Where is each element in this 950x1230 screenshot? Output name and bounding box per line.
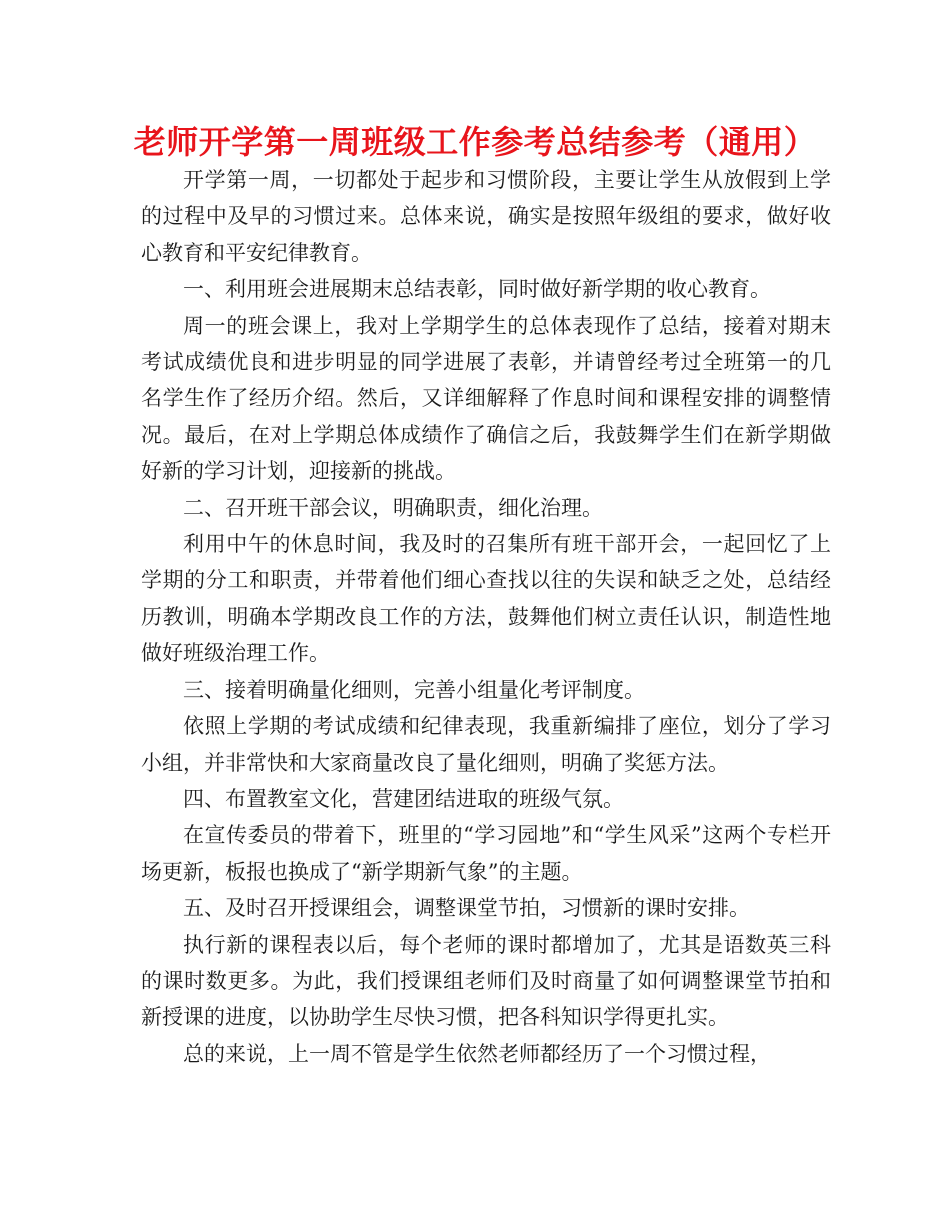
paragraph-section-2: 利用中午的休息时间，我及时的召集所有班干部开会，一起回忆了上学期的分工和职责，并带着他们细心查找以往的失误和缺乏之处，总结经历教训，明确本学期改良工作的方法，鼓舞他们树立责任认识，制造性地做好班级治理工作。: [141, 532, 831, 666]
paragraph-section-3: 依照上学期的考试成绩和纪律表现，我重新编排了座位，划分了学习小组，并非常快和大家商量改良了量化细则，明确了奖惩方法。: [141, 714, 831, 775]
document-title: 老师开学第一周班级工作参考总结参考（通用）: [133, 123, 817, 161]
paragraph-section-1: 周一的班会课上，我对上学期学生的总体表现作了总结，接着对期末考试成绩优良和进步明显的同学进展了表彰，并请曾经考过全班第一的几名学生作了经历介绍。然后，又详细解释了作息时间和课程安排的调整情况。最后，在对上学期总体成绩作了确信之后，我鼓舞学生们在新学期做好新的学习计划，迎接新的挑战。: [141, 313, 831, 484]
document-body: [141, 162, 831, 1072]
paragraph-section-5: 执行新的课程表以后，每个老师的课时都增加了，尤其是语数英三科的课时数更多。为此，我们授课组老师们及时商量了如何调整课堂节拍和新授课的进度，以协助学生尽快习惯，把各科知识学得更扎实。: [141, 932, 831, 1030]
section-heading-5: 五、及时召开授课组会，调整课堂节拍，习惯新的课时安排。: [183, 896, 750, 921]
section-heading-3: 三、接着明确量化细则，完善小组量化考评制度。: [183, 677, 645, 702]
paragraph-section-4: 在宣传委员的带着下，班里的“学习园地”和“学生风采”这两个专栏开场更新，板报也换成了“新学期新气象”的主题。: [141, 823, 831, 884]
paragraph-conclusion: 总的来说，上一周不管是学生依然老师都经历了一个习惯过程，: [183, 1041, 771, 1066]
paragraph-intro: 开学第一周，一切都处于起步和习惯阶段，主要让学生从放假到上学的过程中及早的习惯过来。总体来说，确实是按照年级组的要求，做好收心教育和平安纪律教育。: [141, 168, 831, 265]
section-heading-4: 四、布置教室文化，营建团结进取的班级气氛。: [183, 786, 624, 811]
section-heading-2: 二、召开班干部会议，明确职责，细化治理。: [183, 495, 603, 520]
section-heading-1: 一、利用班会进展期末总结表彰，同时做好新学期的收心教育。: [183, 277, 771, 302]
